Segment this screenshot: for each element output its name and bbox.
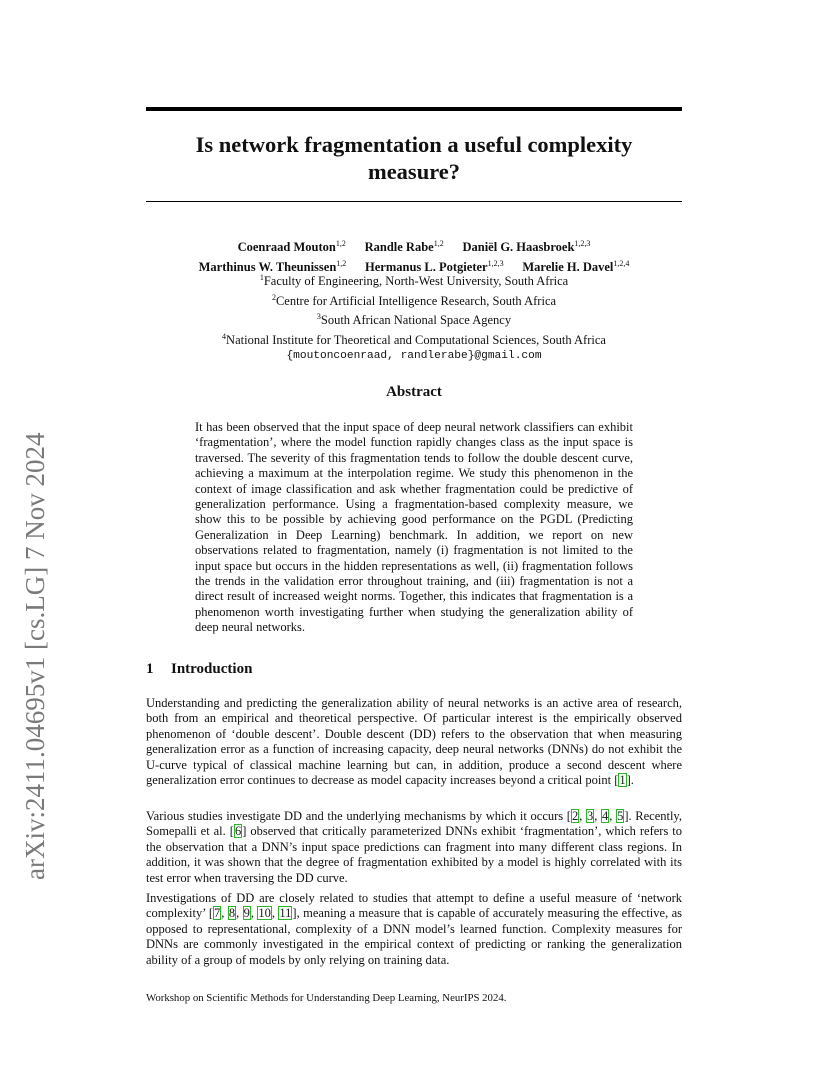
author-name: Randle Rabe [364, 240, 434, 255]
paragraph-text: , meaning a measure that is capable of accurately measuring the effective, as opposed to representational, complexity of a DNN model’s learned function. Complexity measures for DNNs are commonly investigated in the empirical context of predicting or ranking the generalization ability of a group of models by only relying on training data. [146, 906, 682, 967]
author-affil-sup: 1,2,3 [574, 239, 591, 248]
author-name: Marthinus W. Theunissen [198, 259, 337, 274]
title-line-2: measure? [367, 159, 461, 184]
affil-text: National Institute for Theoretical and Computational Sciences, South Africa [226, 333, 606, 348]
affil-sup: 3 [316, 312, 321, 322]
section-number: 1 [146, 661, 154, 677]
author-affil-sup: 1,2 [335, 239, 346, 248]
author-affil-sup: 1,2,4 [613, 258, 630, 268]
paragraph-text: Investigations of DD are closely related to studies that attempt to define a useful measure of ‘network complexity’ [146, 891, 682, 921]
author-name: Daniël G. Haasbroek [462, 240, 575, 255]
paper-title [146, 131, 682, 185]
affiliation-line [146, 309, 682, 329]
citation-link[interactable]: 5 [617, 809, 624, 823]
citation-link[interactable]: 11 [279, 906, 292, 921]
affil-sup: 1 [259, 273, 264, 282]
intro-paragraph-3: Investigations of DD are closely related to studies that attempt to define a useful measure of ‘network complexity’ [7, 8, 9, 10, 11], meaning a measure that is capable of accurately measuring the effective, as opposed to representational, complexity of a DNN model’s learned function. Complexity measures for DNNs are commonly investigated in the empirical context of predicting or ranking the generalization ability of a group of models by only relying on training data. [146, 891, 682, 967]
citation-link[interactable]: 9 [243, 906, 250, 921]
affiliation-line [146, 329, 682, 349]
author-name: Hermanus L. Potgieter [365, 259, 488, 274]
citation-link[interactable]: 8 [228, 906, 236, 921]
paragraph-text: Various studies investigate DD and the underlying mechanisms by which it occurs [146, 809, 564, 823]
author-row-1 [146, 236, 682, 256]
affil-sup: 2 [271, 292, 276, 302]
citation-link[interactable]: 1 [619, 773, 626, 788]
author-affil-sup: 1,2 [336, 258, 347, 268]
citation-link[interactable]: 3 [587, 809, 594, 823]
paragraph-text: Understanding and predicting the generalization ability of neural networks is an active area of research, both from an empirical and theoretical perspective. Of particular interest is the empirically observed phenomenon of ‘double descent’. Double descent (DD) refers to the observation that when measuring generalization error as a function of increasing capacity, deep neural networks (DNNs) do not exhibit the U-curve typical of classical machine learning but can, in addition, produce a second descent where generalization error continues to decrease as model capacity increases beyond a critical point [146, 696, 682, 788]
title-line-1: Is network fragmentation a useful complexity [195, 132, 633, 157]
paragraph-text: observed that critically parameterized DNNs exhibit ‘fragmentation’, which refers to the observation that a DNN’s input space predictions can fragment into many different class regions. In addition, it was shown that the degree of fragmentation exhibited by a model is highly correlated with its test error when traversing the DD curve. [146, 824, 683, 885]
citation-link[interactable]: 10 [258, 906, 271, 921]
affil-sup: 4 [222, 331, 227, 341]
author-affil-sup: 1,2,3 [487, 258, 504, 268]
abstract-text: It has been observed that the input space of deep neural network classifiers can exhibit ‘fragmentation’, where the model function rapidly changes class as the input space is traversed. The severity of this fragmentation tends to follow the double descent curve, achieving a maximum at the interpolation regime. We study this phenomenon in the context of image classification and ask whether fragmentation could be predictive of generalization performance. Using a fragmentation-based complexity measure, we show this to be possible by achieving good performance on the PGDL (Predicting Generalization in Deep Learning) benchmark. In addition, we report on new observations related to fragmentation, namely (i) fragmentation is not limited to the input space but occurs in the hidden representations as well, (ii) fragmentation follows the trends in the validation error throughout training, and (iii) fragmentation is not a direct result of increased weight norms. Together, this indicates that fragmentation is a phenomenon worth investigating further when studying the generalization ability of deep neural networks. [195, 420, 633, 635]
affil-text: South African National Space Agency [320, 313, 512, 328]
intro-paragraph-1: Understanding and predicting the generalization ability of neural networks is an active area of research, both from an empirical and theoretical perspective. Of particular interest is the empirically observed phenomenon of ‘double descent’. Double descent (DD) refers to the observation that when measuring generalization error as a function of increasing capacity, deep neural networks (DNNs) do not exhibit the U-curve typical of classical machine learning but can, in addition, produce a second descent where generalization error continues to decrease as model capacity increases beyond a critical point [1]. [146, 696, 682, 788]
affil-text: Faculty of Engineering, North-West University, South Africa [263, 274, 569, 289]
title-bottom-rule [146, 201, 682, 202]
citation-link[interactable]: 4 [602, 809, 609, 823]
arxiv-stamp: arXiv:2411.04695v1 [cs.LG] 7 Nov 2024 [20, 432, 50, 880]
citation-link[interactable]: 6 [234, 824, 242, 839]
intro-paragraph-2: Various studies investigate DD and the underlying mechanisms by which it occurs [2, 3, 4, 5]. Recently, Somepalli et al. [6] observed that critically parameterized DNNs exhibit ‘fragmentation’, which refers to the observation that a DNN’s input space predictions can fragment into many different class regions. In addition, it was shown that the degree of fragmentation exhibited by a model is highly correlated with its test error when traversing the DD curve. [146, 809, 683, 885]
paragraph-text: . [630, 773, 634, 788]
affiliation-line [146, 290, 682, 310]
abstract-heading: Abstract [386, 384, 442, 400]
paragraph-text: . Recently, Somepalli et al. [146, 809, 682, 839]
contact-email[interactable]: {moutoncoenraad, randlerabe}@gmail.com [286, 349, 542, 362]
author-affil-sup: 1,2 [433, 239, 444, 248]
author-name: Coenraad Mouton [237, 240, 336, 255]
affil-text: Centre for Artificial Intelligence Research, South Africa [275, 293, 557, 308]
section-heading [146, 661, 252, 678]
title-top-rule [146, 107, 682, 111]
citation-link[interactable]: 2 [571, 809, 579, 823]
venue-footer: Workshop on Scientific Methods for Understanding Deep Learning, NeurIPS 2024. [146, 992, 507, 1004]
affiliation-list [146, 270, 682, 364]
section-title: Introduction [171, 661, 253, 677]
author-name: Marelie H. Davel [522, 259, 614, 274]
affiliation-line [146, 270, 682, 290]
citation-link[interactable]: 7 [214, 906, 221, 921]
